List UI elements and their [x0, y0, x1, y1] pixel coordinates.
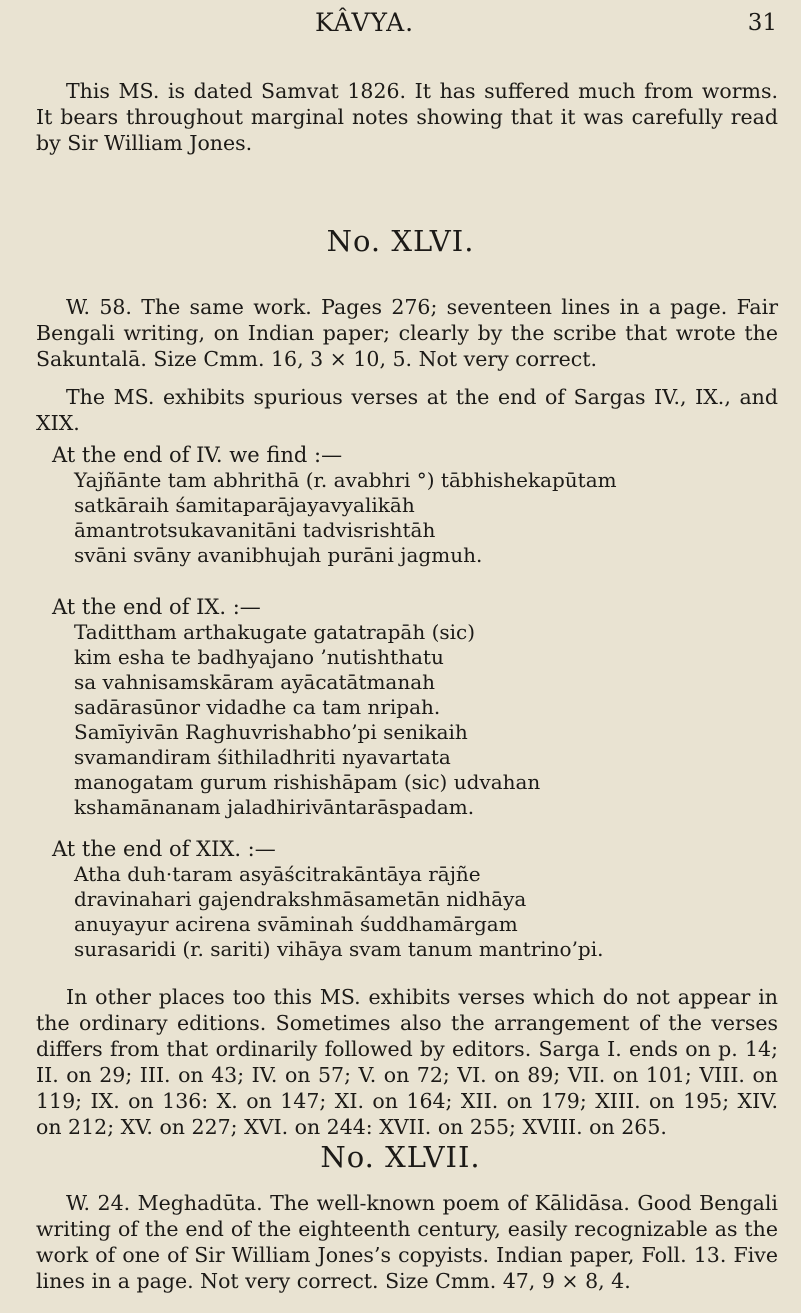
intro-paragraph: This MS. is dated Samvat 1826. It has suffered much from worms. It bears throughout marginal notes showing that it was carefully read by Sir William Jones.: [36, 79, 778, 155]
verse-lines-xix: [22, 862, 782, 962]
closing-paragraph: In other places too this MS. exhibits verses which do not appear in the ordinary editions. Sometimes also the arrangement of the verses differs from that ordinarily followed by editors. Sarga I. ends on p. 14; II. on 29; III. on 43; IV. on 57; V. on 72; VI. on 89; VII. on 101; VIII. on 119; IX. on 136: X. on 147; XI. on 164; XII. on 179; XIII. on 195; XIV. on 212; XV. on 227; XVI. on 244: XVII. on 255; XVIII. on 265.: [36, 985, 778, 1139]
running-title: KÂVYA.: [315, 8, 415, 37]
verse-line: dravinahari gajendrakshmāsametān nidhāya: [74, 887, 527, 911]
verse-line: Yajñānte tam abhrithā (r. avabhri °) tābhishekapūtam: [74, 468, 617, 492]
verse-line: āmantrotsukavanitāni tadvisrishtāh: [74, 518, 436, 542]
verse-line: Atha duh·taram asyāścitrakāntāya rājñe: [74, 862, 481, 886]
entry-47-description: W. 24. Meghadūta. The well-known poem of Kālidāsa. Good Bengali writing of the end of the eighteenth century, easily recognizable as the work of one of Sir William Jones’s copyists. Indian paper, Foll. 13. Five lines in a page. Not very correct. Size Cmm. 47, 9 × 8, 4.: [36, 1191, 778, 1293]
intro-section: [36, 78, 778, 156]
entry-47-description-block: [36, 1190, 778, 1294]
verse-lines-iv: [22, 468, 782, 568]
verse-intro-ix: At the end of IX. :—: [52, 595, 261, 619]
entry-46-description-block: [36, 294, 778, 372]
verse-group-ix: [22, 594, 782, 820]
verse-line: Tadittham arthakugate gatatrapāh (sic): [74, 620, 476, 644]
verse-line: kim esha te badhyajano ’nutishthatu: [74, 645, 444, 669]
verse-group-iv: [22, 442, 782, 568]
verse-line: sadārasūnor vidadhe ca tam nripah.: [74, 695, 441, 719]
page-header: [0, 6, 801, 46]
verse-line: Samīyivān Raghuvrishabho’pi senikaih: [74, 720, 468, 744]
verse-line: sa vahnisamskāram ayācatātmanah: [74, 670, 436, 694]
verse-lines-ix: [22, 620, 782, 820]
verse-line: satkāraih śamitaparājayavyalikāh: [74, 493, 415, 517]
verse-line: anuyayur acirena svāminah śuddhamārgam: [74, 912, 518, 936]
verse-line: kshamānanam jaladhirivāntarāspadam.: [74, 795, 475, 819]
spurious-note-block: [36, 384, 778, 436]
entry-46-description: W. 58. The same work. Pages 276; seventeen lines in a page. Fair Bengali writing, on Indian paper; clearly by the scribe that wrote the Sakuntalā. Size Cmm. 16, 3 × 10, 5. Not very correct.: [36, 295, 778, 371]
closing-section: [36, 984, 778, 1140]
spurious-note: The MS. exhibits spurious verses at the end of Sargas IV., IX., and XIX.: [36, 385, 778, 435]
verse-intro-xix: At the end of XIX. :—: [52, 837, 276, 861]
page-number: 31: [747, 10, 777, 36]
entry-46-heading: No. XLVI.: [326, 224, 475, 258]
verse-line: svāni svāny avanibhujah purāni jagmuh.: [74, 543, 483, 567]
verse-line: surasaridi (r. sariti) vihāya svam tanum mantrino’pi.: [74, 937, 604, 961]
verse-group-xix: [22, 836, 782, 962]
verse-line: manogatam gurum rishishāpam (sic) udvahan: [74, 770, 541, 794]
verse-intro-iv: At the end of IV. we find :—: [52, 443, 343, 467]
verse-line: svamandiram śithiladhriti nyavartata: [74, 745, 451, 769]
entry-47-heading: No. XLVII.: [320, 1140, 481, 1174]
